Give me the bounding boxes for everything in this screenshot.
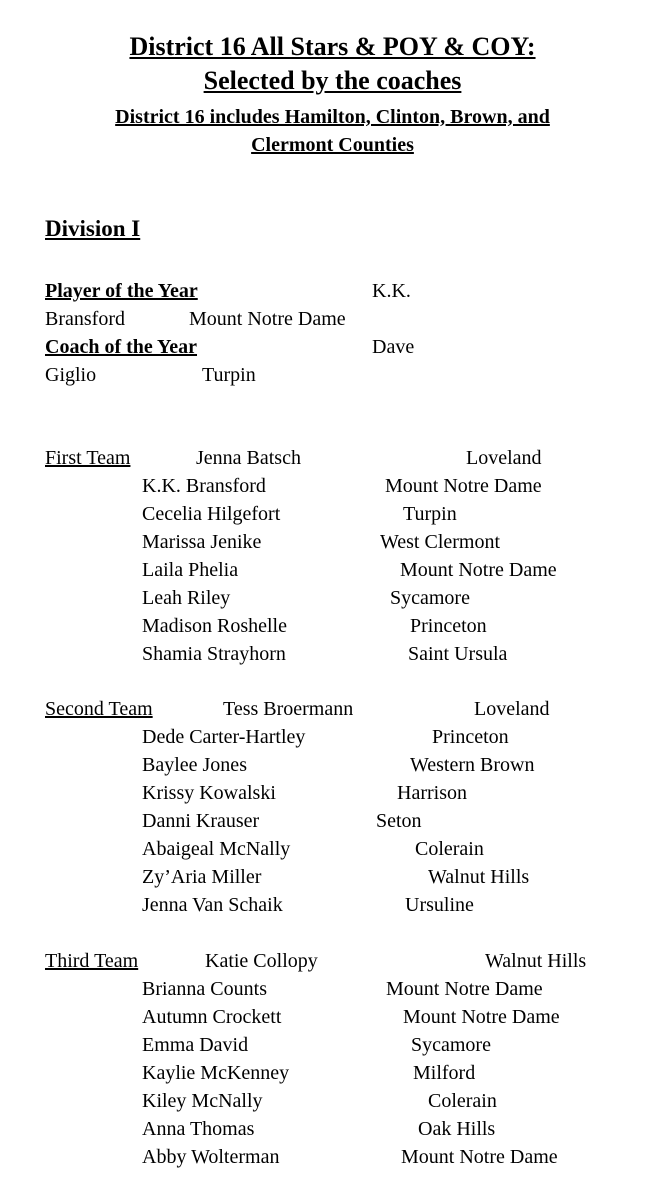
player-school: Ursuline: [405, 894, 474, 916]
player-school: Saint Ursula: [408, 643, 508, 665]
subtitle-line-2: Clermont Counties: [251, 134, 414, 156]
player-name: Dede Carter-Hartley: [142, 726, 306, 748]
poy-label: Player of the Year: [45, 280, 198, 302]
player-school: Princeton: [410, 615, 487, 637]
player-school: Loveland: [474, 698, 550, 720]
player-name: Kiley McNally: [142, 1090, 263, 1112]
player-name: Laila Phelia: [142, 559, 239, 581]
coy-name-part1: Dave: [372, 336, 415, 358]
player-name: Zy’Aria Miller: [142, 866, 262, 888]
player-name: Abaigeal McNally: [142, 838, 291, 860]
coy-name-part2: Giglio: [45, 364, 97, 386]
player-name: Leah Riley: [142, 587, 231, 609]
player-name: Jenna Batsch: [196, 447, 301, 469]
player-school: West Clermont: [380, 531, 501, 553]
player-name: Madison Roshelle: [142, 615, 287, 637]
player-school: Sycamore: [411, 1034, 491, 1056]
player-school: Loveland: [466, 447, 542, 469]
player-school: Sycamore: [390, 587, 470, 609]
player-school: Seton: [376, 810, 422, 832]
player-name: Shamia Strayhorn: [142, 643, 286, 665]
player-school: Mount Notre Dame: [403, 1006, 560, 1028]
coy-label: Coach of the Year: [45, 336, 198, 358]
player-school: Turpin: [403, 503, 457, 525]
page-title-line-2: Selected by the coaches: [203, 66, 462, 95]
player-name: Kaylie McKenney: [142, 1062, 290, 1084]
division-heading: Division I: [45, 216, 141, 241]
player-name: Katie Collopy: [205, 950, 318, 972]
player-school: Harrison: [397, 782, 467, 804]
player-school: Oak Hills: [418, 1118, 496, 1140]
player-name: Cecelia Hilgefort: [142, 503, 281, 525]
poy-school: Mount Notre Dame: [189, 308, 346, 330]
player-name: Marissa Jenike: [142, 531, 262, 553]
poy-name-part1: K.K.: [372, 280, 411, 302]
player-name: Autumn Crockett: [142, 1006, 282, 1028]
player-school: Walnut Hills: [485, 950, 587, 972]
page-title-line-1: District 16 All Stars & POY & COY:: [129, 32, 536, 61]
player-school: Western Brown: [410, 754, 535, 776]
player-name: Krissy Kowalski: [142, 782, 276, 804]
player-school: Milford: [413, 1062, 476, 1084]
player-name: Brianna Counts: [142, 978, 267, 1000]
subtitle-line-1: District 16 includes Hamilton, Clinton, Brown, and: [115, 106, 550, 128]
player-school: Walnut Hills: [428, 866, 530, 888]
player-name: K.K. Bransford: [142, 475, 266, 497]
player-name: Jenna Van Schaik: [142, 894, 283, 916]
player-school: Mount Notre Dame: [400, 559, 557, 581]
player-school: Mount Notre Dame: [386, 978, 543, 1000]
team-label-third: Third Team: [45, 950, 139, 972]
player-name: Emma David: [142, 1034, 249, 1056]
team-label-second: Second Team: [45, 698, 153, 720]
player-name: Baylee Jones: [142, 754, 247, 776]
player-name: Danni Krauser: [142, 810, 260, 832]
player-name: Abby Wolterman: [142, 1146, 280, 1168]
coy-school: Turpin: [202, 364, 256, 386]
poy-name-part2: Bransford: [45, 308, 125, 330]
player-school: Colerain: [428, 1090, 497, 1112]
player-school: Mount Notre Dame: [401, 1146, 558, 1168]
player-name: Tess Broermann: [223, 698, 354, 720]
player-name: Anna Thomas: [142, 1118, 255, 1140]
player-school: Mount Notre Dame: [385, 475, 542, 497]
team-label-first: First Team: [45, 447, 131, 469]
player-school: Princeton: [432, 726, 509, 748]
player-school: Colerain: [415, 838, 484, 860]
